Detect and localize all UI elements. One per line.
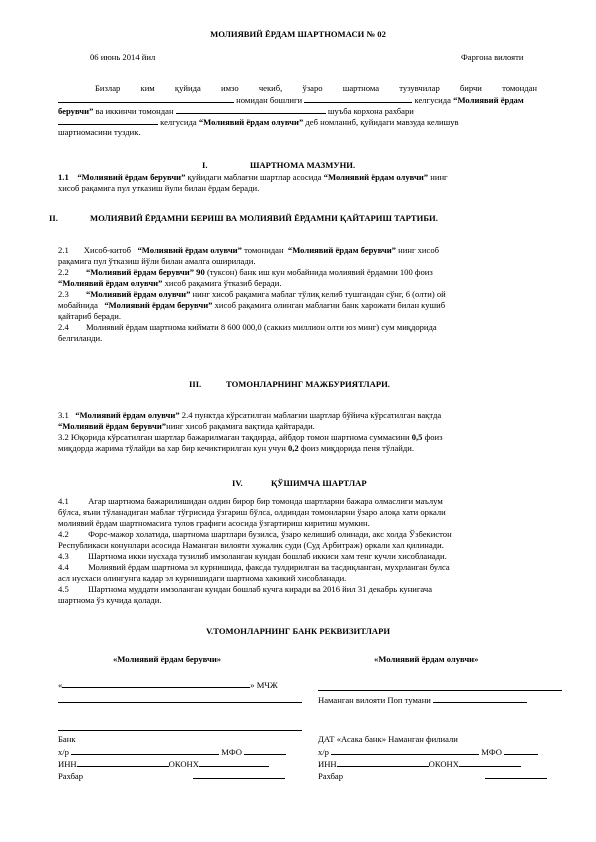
para-4-1-line-2: бўлса, яъни тўланадиган маблағ тўғрисида ўзгариш бўлса, олдиндан томонларни ўзаро алоқа хати оркали [58,507,446,517]
para-3-1-line-2: “Молиявий ёрдам берувчи”нинг хисоб рақамига вақтида қайтаради. [58,421,315,431]
para-3-2-line-2: миқдорда жарима тўлайди ва хар бир кечиктирилган кун учун 0,2 фоиз миқдорида пеня тўлайди. [58,443,414,453]
right-xr-line: х/р МФО [318,746,538,758]
para-4-4-line-2: асл нусхаси олингунга кадар эл курнишидаги шартнома хакикий хисобланади. [58,573,347,583]
left-inn-line: ИНН ОКОНХ [58,758,269,770]
document-title: МОЛИЯВИЙ ЁРДАМ ШАРТНОМАСИ № 02 [210,29,386,39]
para-2-1-line-2: рақамига пул ўтказиш йўли билан амалга оширилади. [58,256,256,266]
document-date: 06 июнь 2014 йил [90,52,156,62]
left-bank-line: Банк [58,734,76,744]
para-2-3-line-3: қайтариб беради. [58,311,121,321]
intro-line-3: берувчи” ва иккинчи томондан шуъба корхона рахбари [58,106,414,116]
section-2-title: МОЛИЯВИЙ ЁРДАМНИ БЕРИШ ВА МОЛИЯВИЙ ЁРДАМНИ ҚАЙТАРИШ ТАРТИБИ. [90,213,438,223]
left-party-heading: «Молиявий ёрдам берувчи» [113,654,222,664]
right-underline-1 [318,690,562,691]
section-1-title: ШАРТНОМА МАЗМУНИ. [250,160,356,170]
section-5-title: V.ТОМОНЛАРНИНГ БАНК РЕКВИЗИТЛАРИ [205,626,391,636]
section-4-number: IV. [232,478,243,488]
para-2-4-line-1: 2.4 Молиявий ёрдам шартнома киймати 8 600 000,0 (саккиз миллион олти юз минг) сум миқдорида [58,322,437,332]
para-4-1-line-1: 4.1 Агар шартнома бажарилишидан олдин бирор бир томонда шартларни бажара олмаслиги маълум [58,496,443,506]
intro-line-1: Бизлар ким қуйида имзо чекиб, ўзаро шартнома тузувчилар бирчи томондан [95,83,537,93]
section-3-title: ТОМОНЛАРНИНГ МАЖБУРИЯТЛАРИ. [226,379,390,389]
right-inn-line: ИНН ОКОНХ [318,758,521,770]
intro-line-4: келгусида “Молиявий ёрдам олувчи” деб номланиб, қуйидаги мавзуда келишув [58,116,540,128]
section-4-title: ҚЎШИМЧА ШАРТЛАР [271,478,367,488]
para-2-3-line-1: 2.3 “Молиявий ёрдам олувчи” нинг хисоб рақамига маблаг тўлиқ келиб тушгандан сўнг, 6 (олти) ой [58,289,446,299]
intro-line-5: шартномасини туздик. [58,127,141,137]
section-2-number: II. [49,213,58,223]
right-region-line: Наманган вилояти Поп тумани [318,694,527,706]
para-4-2-line-1: 4.2 Форс-мажор холатида, шартнома шартлари бузилса, ўзаро келишиб олинади, акс холда Ўзбекистон [58,529,452,539]
para-3-1-line-1: 3.1 “Молиявий ёрдам олувчи” 2.4 пунктда кўрсатилган маблағни шартлар бўйича кўрсатилган вақтда [58,410,442,420]
para-4-2-line-2: Республикаси конунлари асосида Наманган вилояти хужалик суди (Суд Арбитраж) оркали хал қилинади. [58,540,444,550]
intro-line-2: номидан бошлиги келгусида “Молиявий ёрдам [58,94,540,106]
para-2-4-line-2: белгиланди. [58,333,103,343]
section-3-number: III. [189,379,202,389]
right-head-line: Рахбар [318,770,547,782]
para-2-3-line-2: мобайнида “Молиявий ёрдам берувчи” хисоб рақамига олинган маблағни банк харожати билан кушиб [58,300,446,310]
para-4-1-line-3: молиявий ёрдам шартномасига тулов графиги асосида ўзгартириш киритиш мумкин. [58,518,370,528]
para-2-2-line-2: “Молиявий ёрдам олувчи” хисоб рақамига ўтказиб беради. [58,278,282,288]
right-bank-line: ДАТ «Асака банк» Наманган филиали [318,734,458,744]
document-place: Фаргона вилояти [461,52,524,62]
section-1-number: I. [202,160,208,170]
left-xr-line: х/р МФО [58,746,286,758]
left-company-line: « » МЧЖ [58,680,278,690]
left-head-line: Рахбар [58,770,285,782]
para-1-1-line-1: 1.1 “Молиявий ёрдам берувчи” қуйидаги маблағни шартлар асосида “Молиявий ёрдам олувчи” нинг [58,172,448,182]
para-3-2-line-1: 3.2 Юқорида кўрсатилган шартлар бажарилмаган тақдирда, айбдор томон шартнома суммасини 0,5 фоиз [58,432,443,442]
left-bank-underline [58,730,302,731]
para-2-2-line-1: 2.2 “Молиявий ёрдам берувчи” 90 (туксон) банк иш кун мобайнида молиявий ёрдамни 100 фоиз [58,267,433,277]
para-4-4-line-1: 4.4 Молиявий ёрдам шартнома эл курнишида, факсда тулдирилган ва тасдиқланган, мухрланган булса [58,562,450,572]
para-2-1-line-1: 2.1 Хисоб-китоб “Молиявий ёрдам олувчи” томонидан “Молиявий ёрдам берувчи” нинг хисоб [58,245,439,255]
para-4-3-line-1: 4.3 Шартнома икки нусхада тузилиб имзоланган кундан бошлаб иккиси хам тенг кучли хисобланади. [58,551,447,561]
left-underline-1 [58,702,302,703]
right-party-heading: «Молиявий ёрдам олувчи» [374,654,479,664]
para-4-5-line-2: шартнома ўз кучида қолади. [58,595,162,605]
para-1-1-line-2: хисоб рақамига пул утказиш йули билан ёрдам беради. [58,183,260,193]
para-4-5-line-1: 4.5 Шартнома муддати имзоланган кундан бошлаб кучга киради ва 2016 йил 31 декабрь кунигача [58,584,433,594]
